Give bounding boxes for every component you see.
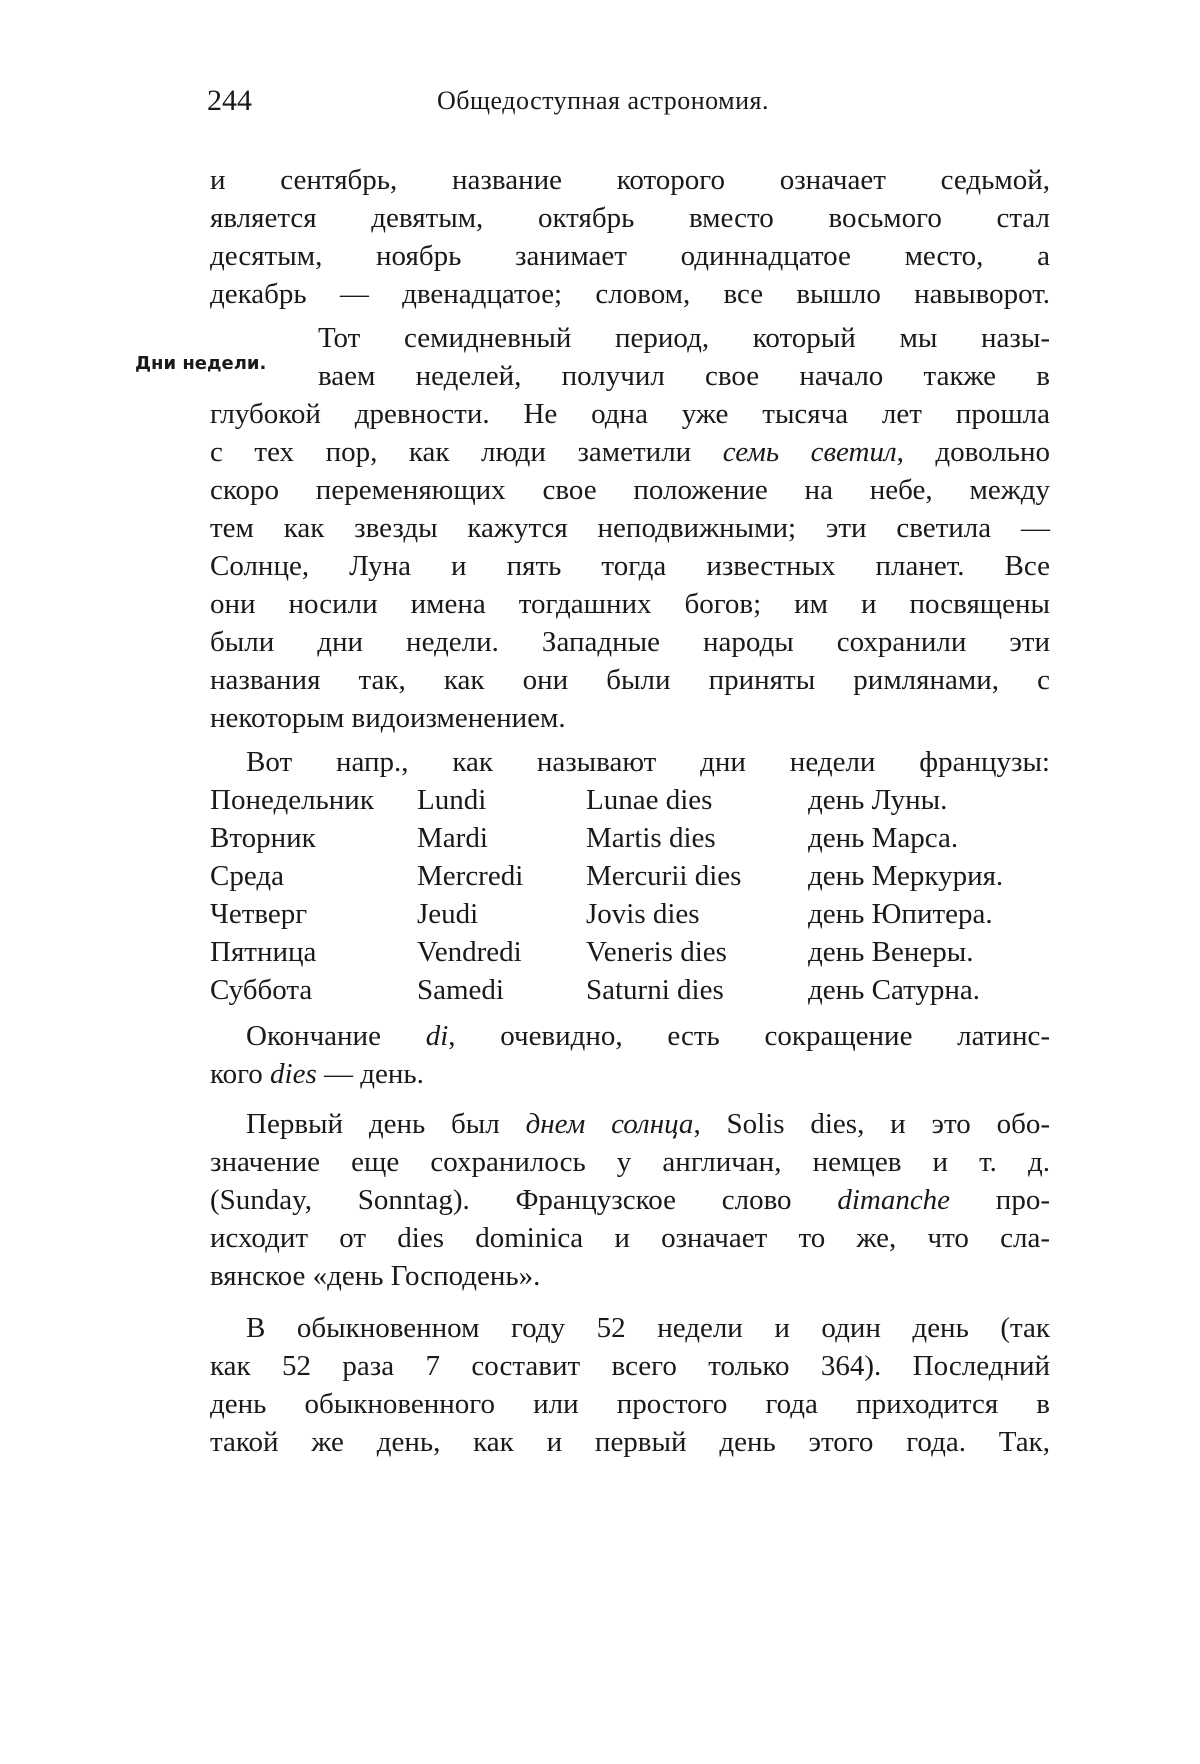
text-line: ваем неделей, получил свое начало также в — [318, 360, 1050, 392]
russian-day: Пятница — [210, 936, 317, 968]
italic-span: di — [425, 1020, 449, 1052]
latin-day: Martis dies — [586, 822, 716, 854]
page-header — [207, 84, 1057, 124]
text-span: с тех пор, как люди заметили — [210, 436, 692, 468]
table-row — [210, 974, 1060, 1014]
text-line: десятым, ноябрь занимает одиннадцатое место, а — [210, 240, 1050, 272]
text-line: были дни недели. Западные народы сохранили эти — [210, 626, 1050, 658]
text-line — [210, 1180, 1050, 1220]
text-line: исходит от dies dominica и означает то же, что сла- — [210, 1222, 1050, 1254]
day-meaning: день Юпитера. — [808, 898, 993, 930]
russian-day: Четверг — [210, 898, 308, 930]
text-line: Тот семидневный период, который мы назы- — [318, 322, 1050, 354]
text-line: глубокой древности. Не одна уже тысяча лет прошла — [210, 398, 1050, 430]
text-line: некоторым видоизменением. — [210, 702, 566, 734]
table-row — [210, 822, 1060, 862]
french-day: Mercredi — [417, 860, 524, 892]
italic-span: dimanche — [837, 1184, 951, 1216]
russian-day: Вторник — [210, 822, 316, 854]
text-line: значение еще сохранилось у англичан, немцев и т. д. — [210, 1146, 1050, 1178]
latin-day: Veneris dies — [586, 936, 727, 968]
french-day: Lundi — [417, 784, 487, 816]
day-meaning: день Марса. — [808, 822, 959, 854]
french-day: Vendredi — [417, 936, 522, 968]
russian-day: Суббота — [210, 974, 313, 1006]
text-line: скоро переменяющих свое положение на небе, между — [210, 474, 1050, 506]
day-meaning: день Меркурия. — [808, 860, 1004, 892]
day-meaning: день Венеры. — [808, 936, 974, 968]
text-line: вянское «день Господень». — [210, 1260, 541, 1292]
text-line — [246, 1016, 1050, 1056]
text-line — [246, 1104, 1050, 1144]
text-line: декабрь — двенадцатое; словом, все вышло навыворот. — [210, 278, 1050, 310]
italic-span: семь светил — [722, 436, 897, 468]
latin-day: Saturni dies — [586, 974, 724, 1006]
margin-note: Дни недели. — [135, 353, 267, 374]
text-line — [210, 1054, 1050, 1094]
table-intro: Вот напр., как называют дни недели французы: — [246, 746, 1050, 778]
text-span: , довольно — [896, 436, 1050, 468]
text-line: и сентябрь, название которого означает седьмой, — [210, 164, 1050, 196]
italic-span: днем солнца — [525, 1108, 694, 1140]
page-number: 244 — [207, 84, 252, 117]
latin-day: Lunae dies — [586, 784, 713, 816]
table-row — [210, 784, 1060, 824]
text-span: (Sunday, Sonntag). Французское слово — [210, 1184, 838, 1216]
table-row — [210, 936, 1060, 976]
text-line — [210, 432, 1050, 472]
russian-day: Понедельник — [210, 784, 374, 816]
table-row — [210, 898, 1060, 938]
text-line: тем как звезды кажутся неподвижными; эти светила — — [210, 512, 1050, 544]
french-day: Jeudi — [417, 898, 479, 930]
text-line: как 52 раза 7 составит всего только 364). Последний — [210, 1350, 1050, 1382]
text-span: , очевидно, есть сокращение латинс- — [448, 1020, 1050, 1052]
text-line: названия так, как они были приняты римлянами, с — [210, 664, 1050, 696]
french-day: Samedi — [417, 974, 504, 1006]
text-span: кого — [210, 1058, 271, 1090]
text-span: — день. — [316, 1058, 424, 1090]
text-line: В обыкновенном году 52 недели и один день (так — [246, 1312, 1050, 1344]
french-day: Mardi — [417, 822, 488, 854]
text-span: , Solis dies, и это обо- — [693, 1108, 1050, 1140]
day-meaning: день Сатурна. — [808, 974, 981, 1006]
latin-day: Mercurii dies — [586, 860, 742, 892]
text-line: день обыкновенного или простого года приходится в — [210, 1388, 1050, 1420]
text-line: они носили имена тогдашних богов; им и посвящены — [210, 588, 1050, 620]
text-line: является девятым, октябрь вместо восьмого стал — [210, 202, 1050, 234]
latin-day: Jovis dies — [586, 898, 700, 930]
russian-day: Среда — [210, 860, 284, 892]
text-span: Первый день был — [246, 1108, 526, 1140]
running-title: Общедоступная астрономия. — [437, 86, 769, 115]
text-line: Солнце, Луна и пять тогда известных планет. Все — [210, 550, 1050, 582]
text-span: Окончание — [246, 1020, 426, 1052]
day-meaning: день Луны. — [808, 784, 948, 816]
text-line: такой же день, как и первый день этого года. Так, — [210, 1426, 1050, 1458]
table-row — [210, 860, 1060, 900]
italic-span: dies — [270, 1058, 317, 1090]
text-span: про- — [950, 1184, 1050, 1216]
